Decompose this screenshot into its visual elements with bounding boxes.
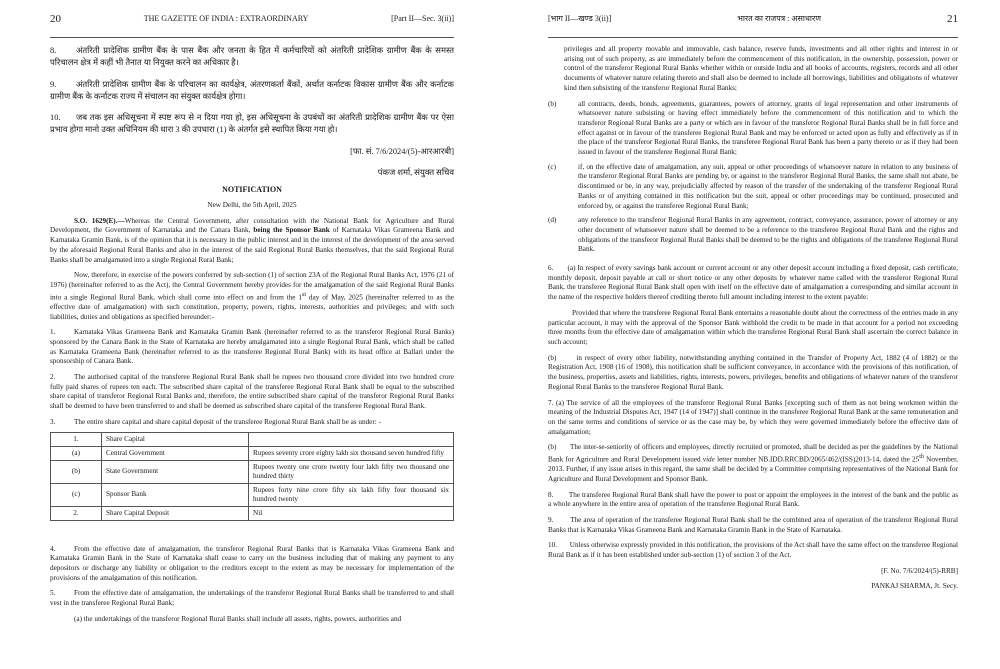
table-row: (b) State Government Rupees twenty one crore twenty four lakh fifty two thousand one hundred thirty [51, 460, 454, 483]
sub-clause-b: (b) all contracts, deeds, bonds, agreements, guarantees, powers of attorney, grants of legal representation and other instruments of whatsoever nature subsisting or having effect immediately before the commencement of this notification and to which the transferor Regional Rural Banks are a party or which are in favour of the transferor Regional Rural Banks shall be in full force and effect against or in favour of the transferee Regional Rural Bank and may be enforced or acted upon as fully and effectively as if in the place of the transferor Regional Rural Banks, the transferee Regional Rural Bank has been a party thereto or as if they had been issued in favour of the transferee Regional Rural Bank; [548, 99, 958, 157]
signatory: PANKAJ SHARMA, Jt. Secy. [871, 582, 958, 591]
so-paragraph: S.O. 1629(E).—Whereas the Central Government, after consultation with the National Bank for Agriculture and Rural Development, the Government of Karnataka and the Canara Bank, being the Sponsor Bank of Karnataka Vikas Grameena Bank and Karnataka Gramin Bank, is of the opinion that it is necessary in the public interest and in the interest of the development of the area served by the aforesaid Regional Rural Banks and also in the interest of the said Regional Rural Banks themselves, that the said Regional Rural Banks shall be amalgamated into a single Regional Rural Bank; [50, 216, 454, 264]
table-row: (a) Central Government Rupees seventy crore eighty lakh six thousand seven hundred fifty [51, 446, 454, 460]
paragraph-7a: 7. (a) The service of all the employees of the transferor Regional Rural Banks [excepting such of them as not being workmen within the meaning of the Industrial Disputes Act, 1947 (14 of 1947)] shall continue in the transferee Regional Rural Bank at the same remuneration and on the same terms and conditions of service or as the case may be, by which they were governed immediately before the effective date of amalgamation; [548, 398, 958, 436]
now-therefore-paragraph: Now, therefore, in exercise of the powers conferred by sub-section (1) of section 23A of the Regional Rural Banks Act, 1976 (21 of 1976) (hereinafter referred to as the Act), the Central Government hereby provides for the amalgamation of the said Regional Rural Banks into a single Regional Rural Bank, which shall come into effect on and from the 1st day of May, 2025 (hereinafter referred to as the effective date of amalgamation) with such constitution, property, powers, rights, interests, authorities and privileges; and with such liabilities, duties and obligations as specified hereunder:- [50, 271, 454, 321]
page-number: 21 [947, 12, 958, 25]
paragraph-1: 1. Karnataka Vikas Grameena Bank and Karnataka Gramin Bank (hereinafter referred to as the transferor Regional Rural Banks) sponsored by the Canara Bank in the State of Karnataka are hereby amalgamated into a single Regional Rural Bank, which shall be called as Karnataka Grameena Bank (hereinafter referred to as the transferee Regional Rural Bank) with its head office at Ballari under the sponsorship of Canara Bank. [50, 328, 454, 366]
gazette-title: भारत का राजपत्र : असाधारण [737, 14, 822, 23]
table-row: 1. Share Capital [51, 432, 454, 446]
hindi-file-number: [फा. सं. 7/6/2024/(5)-आरआरबी] [350, 146, 454, 156]
paragraph-2: 2. The authorised capital of the transferee Regional Rural Bank shall be rupees two thousand crore divided into two hundred crore fully paid shares of rupees ten each. The subscribed share capital of the transferee Regional Rural Bank shall be equal to the subscribed share capital of transferor Regional Rural Banks and, therefore, the entire subscribed share capital of the transferor Regional Rural Banks shall be deemed to have been transferred to and shall be deemed as subscribed share capital of the transferee Regional Rural Bank. [50, 373, 454, 411]
sub-clause-d: (d) any reference to the transferor Regional Rural Banks in any agreement, contract, conveyance, assurance, power of attorney or any other document of whatsoever nature shall be deemed to be a reference to the transferee Regional Rural Bank and the rights and obligations of the transferor Regional Rural Banks shall be deemed to be the rights and obligations of the transferee Regional Rural Bank. [548, 216, 958, 254]
table-row: (c) Sponsor Bank Rupees forty nine crore fifty six lakh fifty four thousand six hundred twenty [51, 483, 454, 506]
file-number: [F. No. 7/6/2024/(5)-RRB] [881, 566, 958, 575]
continued-paragraph: privileges and all property movable and immovable, cash balance, reserve funds, investments and all other rights and interest in or arising out of such property, as are immediately before the commencement of this notification, in the ownership, possession, power or control of the transferor Regional Rural Banks whether within or outside India and all books of accounts, registers, records and all other documents of whatever nature relating thereto and shall also be deemed to include all borrowings, liabilities and obligations of whatever kind then subsisting of the transferor Regional Rural Banks; [564, 45, 958, 92]
left-page-header [50, 0, 454, 38]
paragraph-9: 9. The area of operation of the transferee Regional Rural Bank shall be the combined area of operation of the transferor Regional Rural Banks that is Karnataka Vikas Grameena Bank and Karnataka Gramin Bank in the State of Karnataka. [548, 515, 960, 534]
right-page [500, 0, 1000, 669]
part-section: [भाग II—खण्ड 3(ii)] [548, 14, 612, 23]
part-section: [Part II—Sec. 3(ii)] [391, 14, 454, 23]
paragraph-8: 8. The transferee Regional Rural Bank shall have the power to post or appoint the employees in the interest of the bank and the public as a whole anywhere in the entire area of operation of the transferee Regional Rural Bank. [548, 490, 960, 509]
gazette-title: THE GAZETTE OF INDIA : EXTRAORDINARY [143, 14, 309, 23]
hindi-signatory: पंकज शर्मा, संयुक्त सचिव [377, 168, 454, 178]
sub-clause-c: (c) if, on the effective date of amalgamation, any suit, appeal or other proceedings of whatsoever nature in relation to any business of the transferor Regional Rural Banks are pending by, or against to the transferor Regional Rural Banks, the same shall not abate, be discontinued or be, in any way, prejudicially affected by reason of the transfer of the undertaking of the transferor Regional Rural Banks or of anything contained in this notification but the suit, appeal or other proceedings may be continued, prosecuted and enforced by, or against the transferee Regional Rural Bank; [548, 162, 958, 210]
paragraph-3: 3. The entire share capital and share capital deposit of the transferee Regional Rural Bank shall be as under: - [50, 417, 381, 426]
paragraph-6-proviso: Provided that where the transferee Regional Rural Bank entertains a reasonable doubt about the correctness of the entries made in any particular account, it may with the approval of the Sponsor Bank withhold the credit to be made in that account for a period not exceeding three months from the effective date of amalgamation within which the transferee Regional Rural Bank shall ascertain the correct balance in such account; [548, 308, 958, 346]
paragraph-10: 10. Unless otherwise expressly provided in this notification, the provisions of the Act shall have the same effect on the transferee Regional Rural Bank as if it has been established under sub-section (1) of section 3 of the Act. [548, 541, 960, 560]
table-row: 2. Share Capital Deposit Nil [51, 506, 454, 520]
left-page-content [50, 38, 454, 624]
paragraph-7b: (b) The inter-se-seniority of officers and employees, directly recruited or promoted, shall be decided as per the guidelines by the National Bank for Agriculture and Rural Development issued vide letter number NB.IDD.RRCBD/2065/462/(ISS)2013-14, dated the 25th November, 2013. Further, if any issue arises in this regard, the same shall be decided by a Committee comprising representatives of the National Bank for Agriculture and Rural Development and Sponsor Bank. [548, 443, 960, 483]
notification-title: NOTIFICATION [222, 185, 282, 195]
paragraph-5: 5. From the effective date of amalgamation, the undertakings of the transferor Regional Rural Banks shall be transferred to and shall vest in the transferee Regional Rural Bank; [50, 589, 454, 608]
hindi-paragraph: 9. अंतरिती प्रादेशिक ग्रामीण बैंक के परिचालन का कार्यक्षेत्र, अंतरणकर्ता बैंकों, अर्थात कर्नाटक विकास ग्रामीण बैंक और कर्नाटक ग्रामीण बैंक के कर्नाटक राज्य में संचालन का संयुक्त कार्यक्षेत्र होगा। [50, 79, 454, 101]
paragraph-6b: (b) in respect of every other liability, notwithstanding anything contained in the Transfer of Property Act, 1882 (4 of 1882) or the Registration Act, 1908 (16 of 1908), this notification shall be sufficient conveyance, in accordance with the provisions of this notification, of the business, properties, assets and liabilities, rights, interests, powers, privileges, benefits and obligations of whatever nature of the transferor Regional Rural Banks to the transferee Regional Rural Bank. [548, 353, 960, 391]
paragraph-4: 4. From the effective date of amalgamation, the transferor Regional Rural Banks that is Karnataka Vikas Grameena Bank and Karnataka Gramin Bank in the State of Karnataka shall cease to carry on the business including that of making any payment to any depositors or discharge any liability or obligation to the creditors except to the extent as may be necessary for implementation of the provisions of the amalgamation of this notification. [50, 544, 454, 582]
hindi-paragraph: 10. जब तक इस अधिसूचना में स्पष्ट रूप से न दिया गया हो, इस अधिसूचना के उपबंधों का अंतरिती प्रादेशिक ग्रामीण बैंक पर ऐसा प्रभाव होगा मानो उक्त अधिनियम की धारा 3 की उपधारा (1) के अंतर्गत इसे स्थापित किया गया हो। [50, 113, 454, 135]
right-page-header [548, 0, 958, 38]
page-number: 20 [50, 12, 61, 25]
right-page-content [548, 38, 958, 592]
paragraph-5a: (a) the undertakings of the transferor Regional Rural Banks shall include all assets, rights, powers, authorities and [74, 614, 402, 623]
share-capital-table [50, 432, 454, 521]
hindi-paragraph: 8. अंतरिती प्रादेशिक ग्रामीण बैंक के पास बैंक और जनता के हित में कर्मचारियों को अंतरिती प्रादेशिक ग्रामीण बैंक के समस्त परिचालन क्षेत्र में कहीं भी तैनात या नियुक्त करने का अधिकार है। [50, 46, 454, 68]
paragraph-6a: 6. (a) In respect of every savings bank account or current account or any other deposit account including a fixed deposit, cash certificate, monthly deposit, deposit payable at call or short notice or any other deposits by whatever name called with the transferor Regional Rural Bank, the transferee Regional Rural Bank shall open with itself on the effective date of amalgamation a corresponding and similar account in the name of the respective holders thereof crediting thereto full amount including interest to the extent payable: [548, 264, 960, 302]
place-date: New Delhi, the 5th April, 2025 [207, 201, 297, 210]
